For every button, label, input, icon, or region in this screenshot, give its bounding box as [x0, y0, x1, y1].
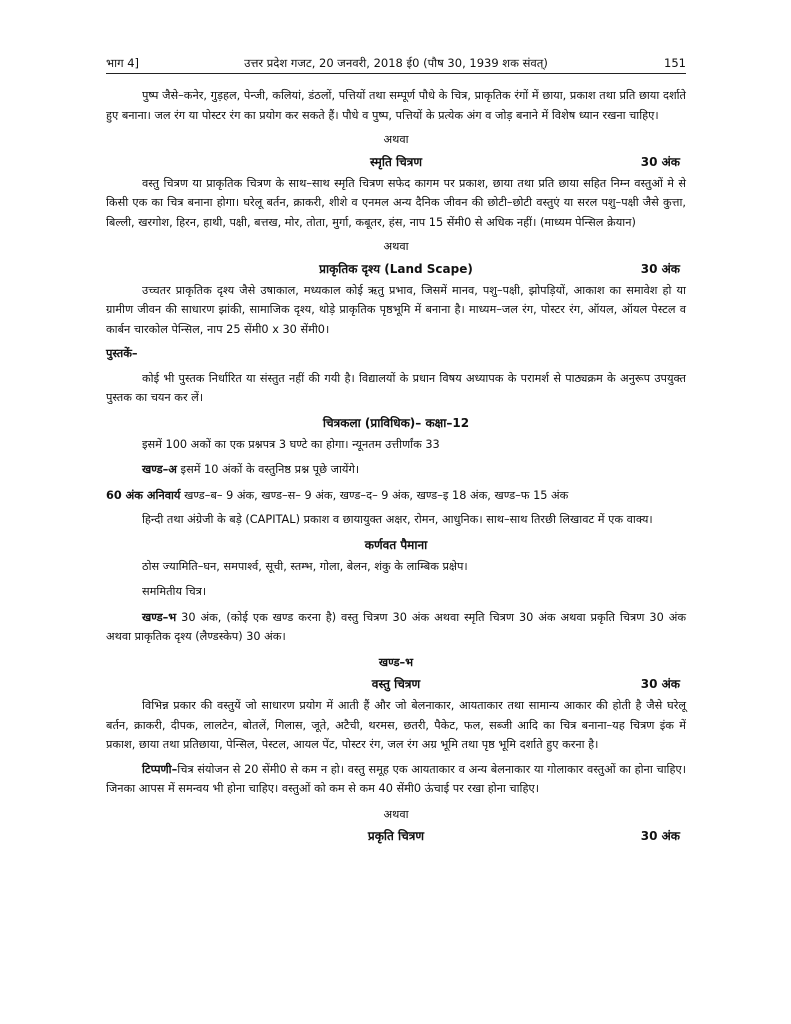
paragraph-exam-info: इसमें 100 अकों का एक प्रश्नपत्र 3 घण्टे का होगा। न्यूनतम उत्तीर्णांक 33	[142, 437, 440, 451]
paragraph-isometric: सममितीय चित्र।	[142, 585, 207, 598]
tippani-text: चित्र संयोजन से 20 सेंमी0 से कम न हो। वस्तु समूह एक आयताकार व अन्य बेलनाकार या गोलाकार वस्तुओं का होना चाहिए। जिनका आपस में समन्वय भी होना चाहिए। वस्तुओं को कम से कम 40 सेंमी0 ऊंचाई पर रखा होना चाहिए।	[106, 762, 686, 795]
section-heading-karnvat	[106, 535, 686, 557]
section-title: चित्रकला (प्राविधिक)– कक्षा–12	[322, 415, 470, 430]
header-part: भाग 4]	[106, 56, 139, 70]
section-marks: 30 अंक	[640, 829, 680, 843]
paragraph-capital-letters: हिन्दी तथा अंग्रेजी के बड़े (CAPITAL) प्रकाश व छायायुक्त अक्षर, रोमन, आधुनिक। साथ–साथ तिरछी लिखावट में एक वाक्य।	[142, 513, 653, 526]
section-title: प्रकृति चित्रण	[367, 829, 425, 843]
page-header	[106, 54, 686, 76]
paragraph-landscape: उच्चतर प्राकृतिक दृश्य जैसे उषाकाल, मध्यकाल कोई ऋतु प्रभाव, जिसमें मानव, पशु–पक्षी, झोपड़ियों, आकाश का समावेश हो या ग्रामीण जीवन की साधारण झांकी, सामाजिक दृश्य, थोड़े प्राकृतिक पृष्ठभूमि में बनाना है। माध्यम–जल रंग, पोस्टर रंग, ऑयल, ऑयल पेस्टल व कार्बन चारकोल पेन्सिल, नाप 25 सेंमी0 x 30 सेंमी0।	[106, 283, 686, 336]
section-heading-chitrakala	[106, 413, 686, 435]
header-rule	[106, 73, 686, 74]
khand-bh-heading: खण्ड–भ	[378, 655, 414, 669]
khand-a-label: खण्ड–अ	[142, 463, 177, 476]
paragraph-smriti: वस्तु चित्रण या प्राकृतिक चित्रण के साथ–साथ स्मृति चित्रण सफेद कागम पर प्रकाश, छाया तथा प्रति छाया सहित निम्न वस्तुओं मे से किसी एक का चित्र बनाना होगा। घरेलू बर्तन, क्राकरी, शीशे व एनमल अन्य दैनिक जीवन की छोटी–छोटी वस्तुएं या सरल पशु–पक्षी जैसे कुत्ता, बिल्ली, खरगोश, हिरन, हाथी, पक्षी, बत्तख, मोर, तोता, मुर्गा, कबूतर, हंस, नाप 15 सेंमी0 से अधिक नहीं। (माध्यम पेन्सिल क्रेयान)	[106, 176, 686, 229]
paragraph-flowers: पुष्प जैसे–कनेर, गुड़हल, पेन्जी, कलियां, डंठलों, पत्तियों तथा सम्पूर्ण पौधे के चित्र, प्राकृतिक रंगों में छाया, प्रकाश तथा प्रति छाया दर्शाते हुए बनाना। जल रंग या पोस्टर रंग का प्रयोग कर सकते हैं। पौधे व पुष्प, पत्तियों के प्रत्येक अंग व जोड़ बनाने में विशेष ध्यान रखना चाहिए।	[106, 89, 686, 122]
tippani-label: टिप्पणी–	[142, 762, 178, 776]
paragraph-vastu: विभिन्न प्रकार की वस्तुयें जो साधारण प्रयोग में आती हैं और जो बेलनाकार, आयताकार तथा सामान्य आकार की होती है जैसे घरेलू बर्तन, क्राकरी, दीपक, लालटेन, बोतलें, गिलास, जूते, अटैची, थरमस, छतरी, पैकेट, फल, सब्जी आदि का चित्र बनाना–यह चित्रण इंक में प्रकाश, छाया तथा प्रतिछाया, पेन्सिल, पेस्टल, आयल पेंट, पोस्टर रंग, जल रंग अग्र भूमि तथा पृष्ठ भूमि दर्शाते हुए करना है।	[106, 699, 686, 751]
paragraph-khand-bh	[106, 608, 686, 647]
section-heading-smriti	[106, 152, 686, 174]
page-body	[106, 86, 686, 848]
section-marks: 30 अंक	[640, 154, 680, 169]
athva-divider: अथवा	[383, 807, 409, 821]
khand-bh-label: खण्ड–भ	[142, 610, 177, 624]
khand-bh-text: 30 अंक, (कोई एक खण्ड करना है) वस्तु चित्रण 30 अंक अथवा स्मृति चित्रण 30 अंक अथवा प्रकृति चित्रण 30 अंक अथवा प्राकृतिक दृश्य (लैण्डस्केप) 30 अंक।	[106, 610, 686, 643]
page-number: 151	[664, 56, 686, 70]
sixty-marks-label: 60 अंक अनिवार्य	[106, 488, 181, 502]
athva-divider: अथवा	[383, 240, 409, 253]
paragraph-books: कोई भी पुस्तक निर्धारित या संस्तुत नहीं की गयी है। विद्यालयों के प्रधान विषय अध्यापक के परामर्श से पाठ्यक्रम के अनुरूप उपयुक्त पुस्तक का चयन कर लें।	[106, 371, 686, 404]
khand-a-text: इसमें 10 अंकों के वस्तुनिष्ठ प्रश्न पूछे जायेंगे।	[176, 463, 360, 476]
athva-divider: अथवा	[383, 133, 409, 146]
paragraph-solid-geometry: ठोस ज्यामिति–घन, समपार्श्व, सूची, स्तम्भ, गोला, बेलन, शंकु के लाम्बिक प्रक्षेप।	[142, 559, 468, 573]
section-title: प्राकृतिक दृश्य (Land Scape)	[319, 261, 473, 276]
section-heading-prakriti	[106, 826, 686, 848]
books-label: पुस्तकें–	[106, 347, 138, 360]
section-title: वस्तु चित्रण	[371, 677, 421, 691]
section-heading-vastu	[106, 674, 686, 696]
paragraph-khand-a	[142, 460, 686, 480]
section-title: कर्णवत पैमाना	[364, 537, 428, 552]
header-title: उत्तर प्रदेश गजट, 20 जनवरी, 2018 ई0 (पौष 30, 1939 शक संवत्)	[244, 56, 548, 70]
paragraph-sixty-marks	[106, 486, 686, 506]
section-marks: 30 अंक	[640, 677, 680, 691]
paragraph-tippani	[106, 760, 686, 799]
section-marks: 30 अंक	[640, 261, 680, 276]
section-heading-landscape	[106, 259, 686, 281]
sixty-marks-text: खण्ड–ब– 9 अंक, खण्ड–स– 9 अंक, खण्ड–द– 9 अंक, खण्ड–इ 18 अंक, खण्ड–फ 15 अंक	[180, 488, 569, 502]
section-title: स्मृति चित्रण	[370, 154, 422, 169]
